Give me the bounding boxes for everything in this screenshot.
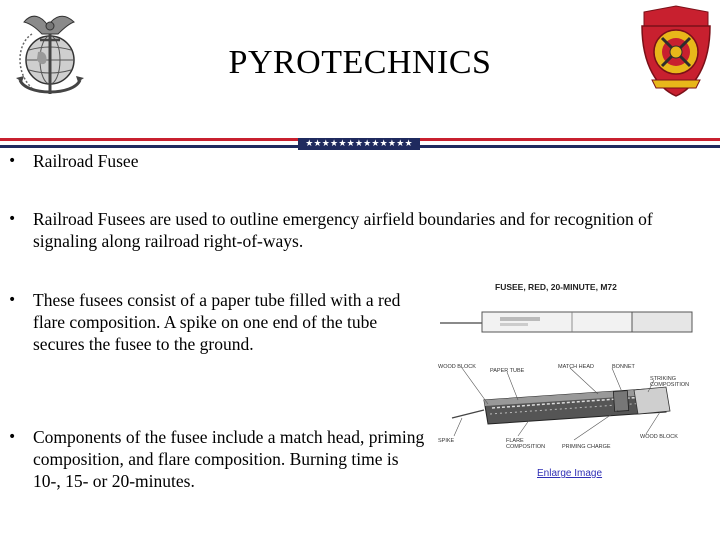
- bullet-item: [8, 426, 428, 492]
- label-striking-composition: STRIKING COMPOSITION: [650, 376, 690, 388]
- enlarge-image-link[interactable]: Enlarge Image: [537, 468, 603, 479]
- bullet-item: [8, 150, 568, 172]
- bullet-item: [8, 208, 688, 252]
- bullet-text: Railroad Fusees are used to outline emergency airfield boundaries and for recognition of signaling along railroad right-of-ways.: [33, 209, 653, 251]
- label-paper-tube: PAPER TUBE: [490, 368, 525, 374]
- figure-title: FUSEE, RED, 20-MINUTE, M72: [495, 282, 617, 292]
- bullet-text: Components of the fusee include a match head, priming composition, and flare composition. Burning time is 10-, 15- or 20-minutes.: [33, 427, 425, 491]
- slide-title: PYROTECHNICS: [228, 44, 492, 81]
- label-priming-charge: PRIMING CHARGE: [562, 444, 611, 450]
- label-wood-block-right: WOOD BLOCK: [640, 434, 678, 440]
- bullet-item: [8, 289, 428, 355]
- stars-band: ★★★★★★★★★★★★★: [298, 138, 420, 150]
- label-match-head: MATCH HEAD: [558, 364, 594, 370]
- label-wood-block-left: WOOD BLOCK: [438, 364, 476, 370]
- bullet-glyph: •: [8, 211, 17, 227]
- bullet-text: Railroad Fusee: [33, 151, 139, 171]
- bullet-glyph: •: [8, 153, 17, 169]
- label-spike: SPIKE: [438, 438, 455, 444]
- bullet-glyph: •: [8, 429, 17, 445]
- label-flare-composition: FLARE COMPOSITION: [506, 438, 546, 450]
- label-bonnet: BONNET: [612, 364, 635, 370]
- bullet-glyph: •: [8, 292, 17, 308]
- bullet-text: These fusees consist of a paper tube filled with a red flare composition. A spike on one end of the tube secures the fusee to the ground.: [33, 290, 401, 354]
- fusee-diagram: [422, 268, 712, 490]
